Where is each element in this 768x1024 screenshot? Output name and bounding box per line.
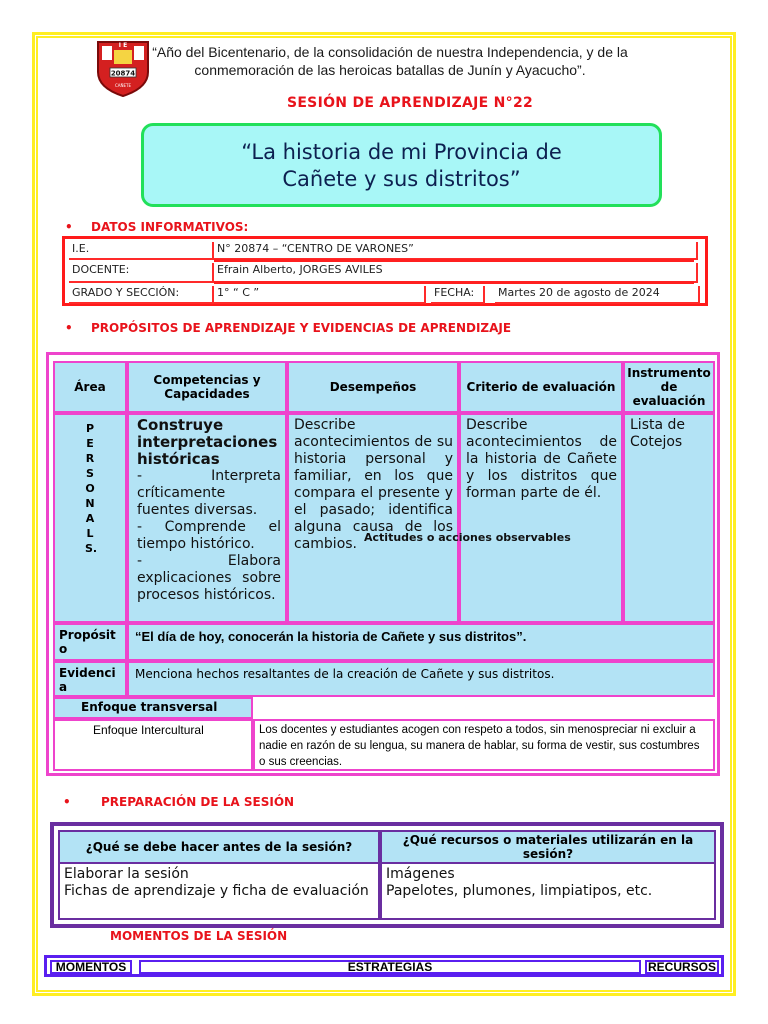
instrumento-cell (623, 413, 715, 623)
row-divider (214, 259, 694, 262)
momentos-table-header (44, 955, 724, 977)
svg-text:I E: I E (118, 42, 128, 49)
datos-table (62, 236, 708, 306)
enfoque-description: Los docentes y estudiantes acogen con respeto a todos, sin menospreciar ni excluir a nadie en razón de su lengua, su manera de hablar, su forma de vestir, sus costumbres o sus creencias. (253, 719, 715, 771)
grado-value: 1° “ C ” (214, 286, 426, 304)
prep-header-before: ¿Qué se debe hacer antes de la sesión? (58, 830, 380, 864)
prep-before-item: Fichas de aprendizaje y ficha de evaluación (64, 883, 369, 899)
area-vertical-text: P E R S O N A L S. (85, 422, 98, 555)
ie-label: I.E. (69, 242, 214, 260)
capacidad-3: - Elabora explicaciones sobre procesos históricos. (137, 553, 281, 603)
header-area: Área (53, 361, 127, 413)
grado-label: GRADO Y SECCIÓN: (69, 286, 214, 304)
fecha-label: FECHA: (431, 286, 485, 304)
propositos-heading: • PROPÓSITOS DE APRENDIZAJE Y EVIDENCIAS DE APRENDIZAJE (65, 321, 512, 335)
recursos-col: RECURSOS (645, 960, 719, 974)
prep-before-list (58, 864, 380, 920)
criterio-cell (459, 413, 623, 623)
session-title: SESIÓN DE APRENDIZAJE N°22 (286, 95, 534, 111)
prep-before-item: Elaborar la sesión (64, 866, 189, 882)
actitudes-label: Actitudes o acciones observables (364, 531, 571, 544)
preparacion-table (50, 822, 724, 928)
svg-text:20874: 20874 (110, 69, 136, 78)
estrategias-col: ESTRATEGIAS (139, 960, 641, 974)
desempeno-cell (287, 413, 459, 623)
evidencia-label: Evidencia (53, 661, 127, 697)
datos-heading: • DATOS INFORMATIVOS: (65, 220, 249, 234)
momentos-col: MOMENTOS (50, 960, 132, 974)
header-instrumento: Instrumento de evaluación (623, 361, 715, 413)
svg-text:CAÑETE: CAÑETE (114, 83, 132, 88)
instrumento-text: Lista de Cotejos (630, 417, 686, 450)
desempeno-text: Describe acontecimientos de su historia personal y familiar, en los que compara el presente y el pasado; identifica alguna causa de los cambios. (294, 417, 453, 552)
topic-line-1: “La historia de mi Provincia de (241, 140, 562, 164)
ie-value: N° 20874 – “CENTRO DE VARONES” (214, 242, 698, 260)
evidencia-value: Menciona hechos resaltantes de la creación de Cañete y sus distritos. (127, 661, 715, 697)
area-cell (53, 413, 127, 623)
capacidad-2: - Comprende el tiempo histórico. (137, 519, 281, 552)
bullet-icon: • (65, 220, 73, 234)
criterio-text: Describe acontecimientos de la historia de Cañete y los distritos que forman parte de él. (466, 417, 617, 501)
prep-resources-list (380, 864, 716, 920)
momentos-heading: MOMENTOS DE LA SESIÓN (110, 929, 288, 943)
capacidad-1: - Interpreta críticamente fuentes diversas. (137, 468, 281, 518)
enfoque-header: Enfoque transversal (53, 697, 253, 719)
enfoque-name: Enfoque Intercultural (53, 719, 253, 771)
fecha-value: Martes 20 de agosto de 2024 (495, 286, 700, 304)
proposito-label: Propósito (53, 623, 127, 661)
topic-box (141, 123, 662, 207)
bullet-icon: • (65, 321, 73, 335)
header-criterio: Criterio de evaluación (459, 361, 623, 413)
header-desempenos: Desempeños (287, 361, 459, 413)
competencias-cell (127, 413, 287, 623)
docente-label: DOCENTE: (69, 263, 214, 283)
proposito-value: “El día de hoy, conocerán la historia de Cañete y sus distritos”. (127, 623, 715, 661)
preparacion-heading: • PREPARACIÓN DE LA SESIÓN (63, 795, 295, 809)
prep-resource-item: Papelotes, plumones, limpiatipos, etc. (386, 883, 653, 899)
competencia-title: Construye interpretaciones históricas (137, 416, 278, 468)
year-motto: “Año del Bicentenario, de la consolidación de nuestra Independencia, y de la conmemoración de las heroicas batallas de Junín y Ayacucho”. (152, 44, 628, 78)
bullet-icon: • (63, 795, 71, 809)
topic-line-2: Cañete y sus distritos” (282, 167, 521, 191)
docente-value: Efrain Alberto, JORGES AVILES (214, 263, 698, 283)
header-competencias: Competencias y Capacidades (127, 361, 287, 413)
prep-header-resources: ¿Qué recursos o materiales utilizarán en la sesión? (380, 830, 716, 864)
prep-resource-item: Imágenes (386, 866, 455, 882)
row-divider (214, 281, 694, 284)
propositos-table (46, 352, 720, 776)
